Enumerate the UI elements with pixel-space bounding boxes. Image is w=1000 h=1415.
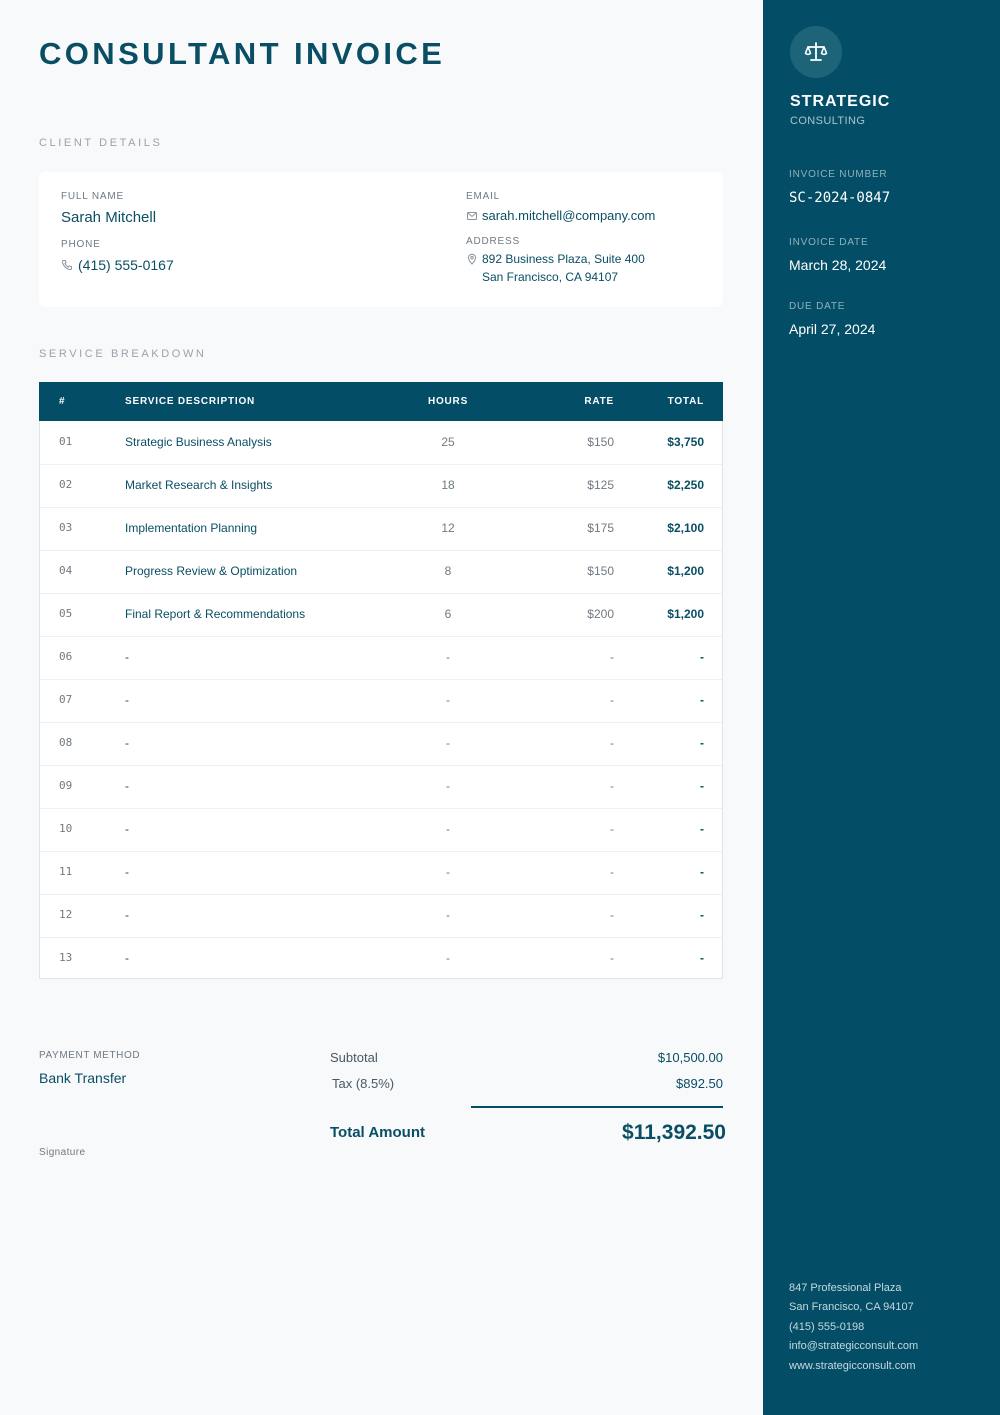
services-table — [39, 382, 723, 979]
client-phone: (415) 555-0167 — [78, 257, 174, 273]
email-label: EMAIL — [466, 191, 501, 202]
table-row — [40, 894, 722, 938]
total-amount-label: Total Amount — [330, 1124, 425, 1141]
service-total: - — [700, 779, 704, 793]
service-description: Market Research & Insights — [125, 478, 273, 492]
company-address-line2: San Francisco, CA 94107 — [789, 1301, 914, 1313]
company-logo — [790, 26, 842, 78]
service-hours: - — [446, 779, 450, 793]
service-description: - — [125, 650, 129, 664]
client-address-line1: 892 Business Plaza, Suite 400 — [482, 252, 645, 266]
service-rate: - — [610, 822, 614, 836]
service-rate: - — [610, 736, 614, 750]
column-header-number: # — [59, 396, 66, 407]
column-header-description: SERVICE DESCRIPTION — [125, 396, 256, 407]
row-number: 04 — [59, 564, 73, 577]
client-email[interactable]: sarah.mitchell@company.com — [482, 208, 656, 223]
service-hours: 8 — [444, 564, 452, 578]
service-hours: - — [446, 865, 450, 879]
service-total: - — [700, 951, 704, 965]
table-row — [40, 593, 722, 637]
invoice-date-label: INVOICE DATE — [789, 237, 869, 248]
row-number: 02 — [59, 478, 73, 491]
column-header-hours: HOURS — [427, 396, 469, 407]
service-total: - — [700, 736, 704, 750]
service-rate: $150 — [587, 564, 614, 578]
scales-icon — [804, 40, 828, 64]
company-name: STRATEGIC — [790, 93, 891, 110]
service-total: - — [700, 650, 704, 664]
row-number: 01 — [59, 435, 73, 448]
table-row — [40, 937, 722, 980]
table-row — [40, 765, 722, 809]
service-total: $2,100 — [667, 521, 704, 535]
address-label: ADDRESS — [466, 236, 520, 247]
invoice-number-label: INVOICE NUMBER — [789, 169, 888, 180]
service-description: Implementation Planning — [125, 521, 258, 535]
service-total: $1,200 — [667, 607, 704, 621]
service-rate: - — [610, 693, 614, 707]
service-description: - — [125, 693, 129, 707]
row-number: 09 — [59, 779, 73, 792]
service-total: $3,750 — [667, 435, 704, 449]
service-description: - — [125, 736, 129, 750]
service-hours: - — [446, 650, 450, 664]
service-rate: $200 — [587, 607, 614, 621]
service-rate: - — [610, 951, 614, 965]
service-hours: - — [446, 736, 450, 750]
service-rate: $125 — [587, 478, 614, 492]
column-header-total: TOTAL — [667, 396, 704, 407]
service-hours: - — [446, 822, 450, 836]
service-description: - — [125, 951, 129, 965]
service-hours: - — [446, 908, 450, 922]
table-row — [40, 851, 722, 895]
service-total: - — [700, 908, 704, 922]
service-description: Progress Review & Optimization — [125, 564, 298, 578]
row-number: 10 — [59, 822, 73, 835]
service-hours: 6 — [444, 607, 452, 621]
total-amount-value: $11,392.50 — [622, 1121, 726, 1144]
service-rate: - — [610, 779, 614, 793]
phone-icon — [61, 259, 73, 271]
row-number: 07 — [59, 693, 73, 706]
service-hours: 25 — [441, 435, 455, 449]
table-row — [40, 679, 722, 723]
company-website[interactable]: www.strategicconsult.com — [789, 1360, 916, 1372]
company-address-line1: 847 Professional Plaza — [789, 1282, 902, 1294]
service-rate: $150 — [587, 435, 614, 449]
company-tagline: CONSULTING — [790, 115, 866, 127]
table-row — [40, 507, 722, 551]
row-number: 12 — [59, 908, 73, 921]
email-icon — [466, 210, 478, 222]
company-phone: (415) 555-0198 — [789, 1321, 865, 1333]
client-address-line2: San Francisco, CA 94107 — [482, 270, 619, 284]
service-description: - — [125, 779, 129, 793]
service-description: Strategic Business Analysis — [125, 435, 272, 449]
table-row — [40, 722, 722, 766]
summary-divider — [471, 1106, 723, 1108]
payment-method: Bank Transfer — [39, 1070, 127, 1086]
tax-value: $892.50 — [676, 1076, 723, 1091]
tax-label: Tax (8.5%) — [332, 1076, 395, 1091]
table-row — [40, 464, 722, 508]
table-row — [40, 808, 722, 852]
service-description: - — [125, 822, 129, 836]
client-name: Sarah Mitchell — [61, 209, 157, 226]
location-pin-icon — [466, 253, 478, 265]
row-number: 05 — [59, 607, 73, 620]
table-row — [40, 636, 722, 680]
service-total: $2,250 — [667, 478, 704, 492]
invoice-number: SC-2024-0847 — [789, 190, 891, 206]
table-row — [40, 421, 722, 465]
service-rate: - — [610, 650, 614, 664]
client-details-heading: CLIENT DETAILS — [39, 137, 163, 149]
row-number: 08 — [59, 736, 73, 749]
table-header — [39, 382, 723, 421]
client-details-card — [39, 172, 723, 307]
page-title: CONSULTANT INVOICE — [39, 36, 446, 71]
row-number: 11 — [59, 865, 73, 878]
row-number: 06 — [59, 650, 73, 663]
service-rate: - — [610, 865, 614, 879]
service-rate: $175 — [587, 521, 614, 535]
payment-method-label: PAYMENT METHOD — [39, 1050, 141, 1061]
signature-label: Signature — [39, 1147, 86, 1158]
service-hours: - — [446, 951, 450, 965]
row-number: 03 — [59, 521, 73, 534]
service-description: Final Report & Recommendations — [125, 607, 306, 621]
invoice-sidebar — [763, 0, 1000, 1415]
service-description: - — [125, 908, 129, 922]
due-date-label: DUE DATE — [789, 301, 846, 312]
service-hours: - — [446, 693, 450, 707]
service-rate: - — [610, 908, 614, 922]
row-number: 13 — [59, 951, 73, 964]
service-breakdown-heading: SERVICE BREAKDOWN — [39, 348, 207, 360]
service-description: - — [125, 865, 129, 879]
due-date: April 27, 2024 — [789, 321, 876, 337]
company-email[interactable]: info@strategicconsult.com — [789, 1340, 919, 1352]
service-hours: 12 — [441, 521, 455, 535]
service-total: - — [700, 693, 704, 707]
column-header-rate: RATE — [584, 396, 614, 407]
service-total: - — [700, 822, 704, 836]
subtotal-label: Subtotal — [330, 1050, 378, 1065]
service-total: - — [700, 865, 704, 879]
service-hours: 18 — [441, 478, 455, 492]
invoice-date: March 28, 2024 — [789, 257, 887, 273]
service-total: $1,200 — [667, 564, 704, 578]
subtotal-value: $10,500.00 — [657, 1050, 723, 1065]
table-row — [40, 550, 722, 594]
phone-label: PHONE — [61, 239, 101, 250]
full-name-label: FULL NAME — [61, 191, 124, 202]
